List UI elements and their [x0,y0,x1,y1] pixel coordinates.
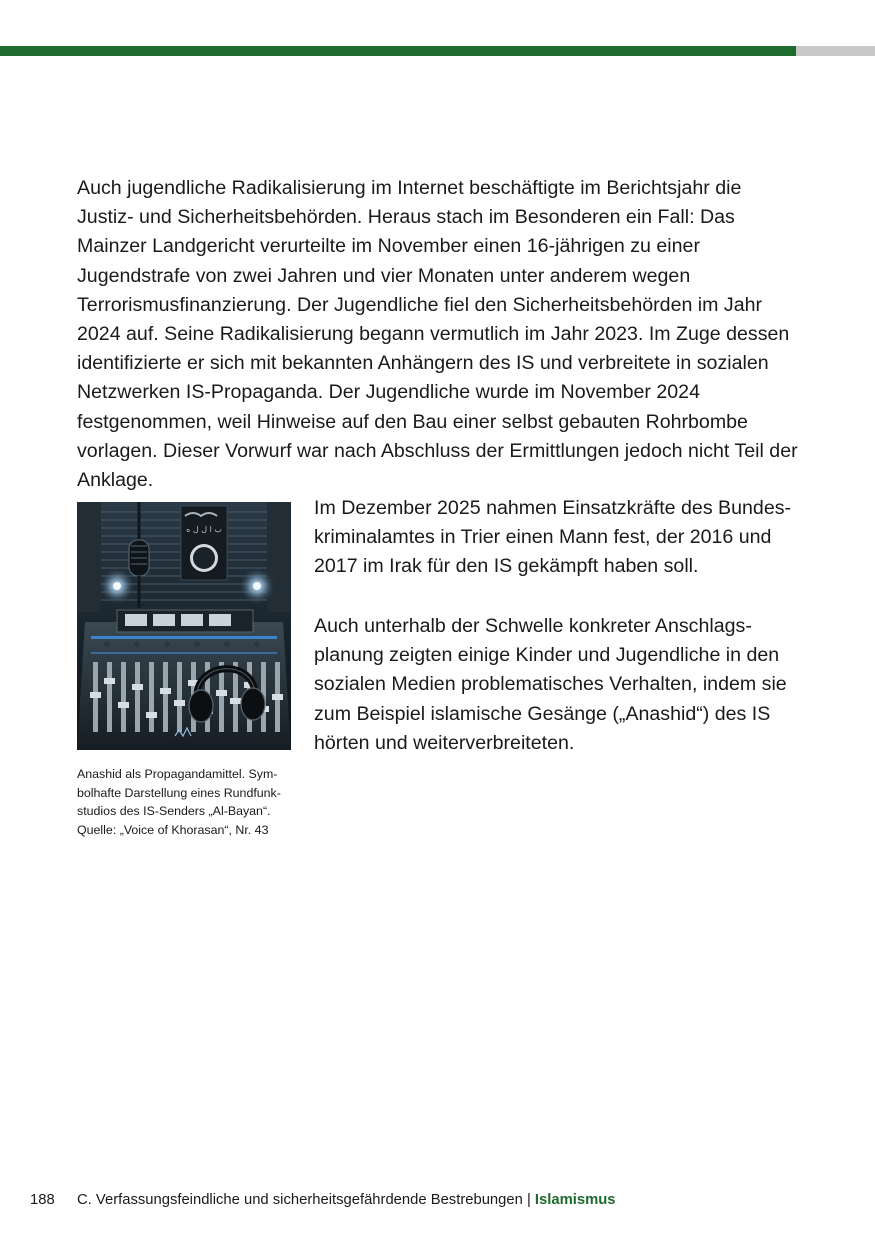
header-color-bar [0,46,875,56]
body-paragraph-arrest-trier: Im Dezember 2025 nahmen Einsatzkräfte des Bundeskriminalamtes in Trier einen Mann fest, der 2016 und 2017 im Irak für den IS gekämpft haben soll. [314,497,792,578]
page-number: 188 [30,1192,55,1208]
running-title [77,1189,616,1211]
svg-text:ب ا ل ل ه: ب ا ل ل ه [186,525,222,534]
caption-line: studios des IS-Senders „Al-Bayan“. [77,804,271,818]
caption-line: Anashid als Propagandamittel. Sym- [77,767,278,781]
radio-studio-image [77,502,291,750]
section-name: Islamismus [534,1192,616,1208]
running-title-text: C. Verfassungsfeindliche und sicherheitsgefährdende Bestrebungen | [77,1192,535,1208]
caption-line: Quelle: „Voice of Khorasan“, Nr. 43 [77,822,269,837]
figure-caption [77,765,291,839]
body-paragraph-anashid: Auch unterhalb der Schwelle konkreter Anschlagsplanung zeigten einige Kinder und Jugendliche in den sozialen Medien problematisches Verhalten, indem sie zum Beispiel islamische Gesänge („Anashid“) des IS hörten und weiterverbreiteten. [314,615,787,754]
header-bar-green [0,46,796,56]
header-bar-grey [796,46,875,56]
body-paragraph-radicalization: Auch jugendliche Radikalisierung im Internet beschäftigte im Berichtsjahr die Justiz- und Sicherheitsbehörden. Heraus stach im Besonderen ein Fall: Das Mainzer Landgericht verurteilte im November einen 16-jährigen zu einer Jugendstrafe von zwei Jahren und vier Monaten unter anderem wegen Terrorismusfinanzierung. Der Jugendliche fiel den Sicherheitsbehörden im Jahr 2024 auf. Seine Radikalisierung begann vermutlich im Jahr 2023. Im Zuge dessen identifizierte er sich mit bekannten Anhängern des IS und verbreitete in sozialen Netzwerken IS-Propaganda. Der Jugendliche wurde im November 2024 festgenommen, weil Hinweise auf den Bau einer selbst gebauten Rohrbombe vorlagen. Dieser Vorwurf war nach Abschluss der Ermittlungen jedoch nicht Teil der Anklage. [77,177,798,492]
page-footer [0,1189,875,1213]
caption-line: bolhafte Darstellung eines Rundfunk- [77,785,281,800]
